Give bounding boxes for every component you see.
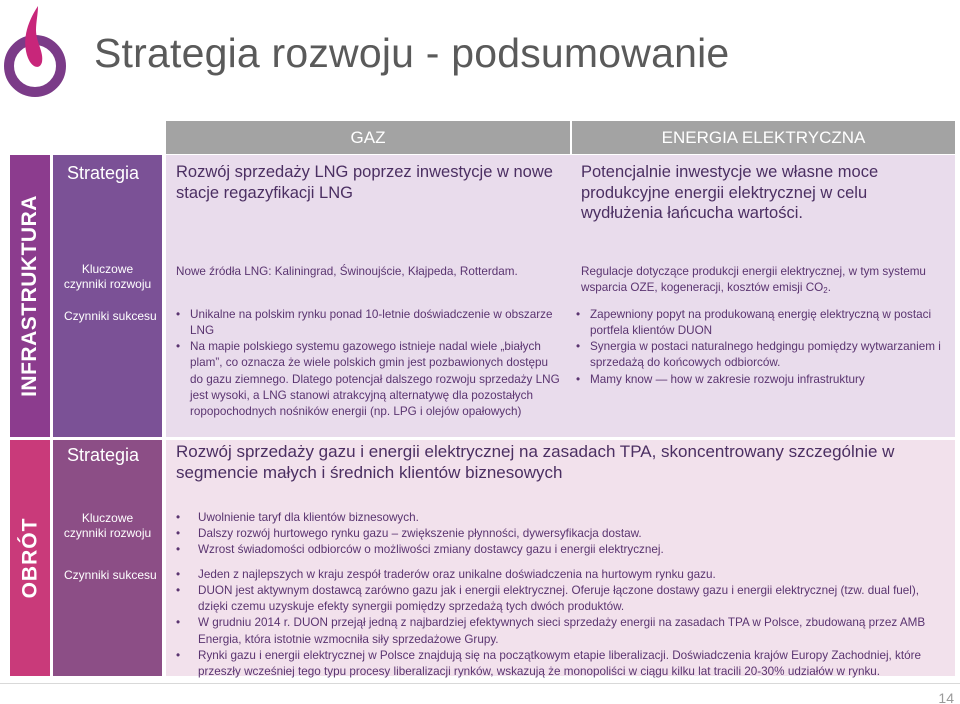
footer-divider (0, 683, 960, 684)
energia-strategia-text: Potencjalnie inwestycje we własne moce produkcyjne energii elektrycznej w celu wydłużenia łańcucha wartości. (581, 163, 879, 223)
row-label-strategia: Strategia (53, 155, 162, 250)
row-label-sukcesu: Czynniki sukcesu (53, 560, 162, 676)
column-header-gaz: GAZ (166, 121, 570, 154)
energia-kluczowe-end: . (827, 281, 831, 295)
section-label-obrot (10, 440, 50, 676)
row-label-strategia: Strategia (53, 440, 162, 497)
column-header-energia: ENERGIA ELEKTRYCZNA (572, 121, 955, 154)
page-number: 14 (938, 690, 954, 704)
list-item: • Uwolnienie taryf dla klientów biznesowych. (176, 510, 951, 526)
energia-kluczowe-text (581, 264, 951, 296)
list-item: • Zapewniony popyt na produkowaną energię elektryczną w postaci portfela klientów DUON (576, 307, 946, 339)
list-item: • Rynki gazu i energii elektrycznej w Polsce znajdują się na początkowym etapie liberalizacji. Doświadczenia krajów Europy Zachodniej, które przeszły wcześniej tego typu procesy liberalizacji rynków, wskazują że monopoliści w ciągu kilku lat tracili 20-30% udziałów w rynku. (176, 648, 946, 680)
row-label-line: Kluczowe (81, 511, 134, 525)
gaz-kluczowe-text: Nowe źródła LNG: Kaliningrad, Świnoujście, Kłajpeda, Rotterdam. (176, 265, 518, 278)
list-item: • Wzrost świadomości odbiorców o możliwości zmiany dostawcy gazu i energii elektrycznej. (176, 542, 951, 558)
page-title: Strategia rozwoju - podsumowanie (94, 30, 730, 76)
section-label-text: INFRASTRUKTURA (18, 195, 42, 397)
gaz-strategia-text: Rozwój sprzedaży LNG poprzez inwestycje w nowe stacje regazyfikacji LNG (176, 163, 553, 202)
row-label-line: czynniki rozwoju (63, 277, 152, 291)
section-label-text: OBRÓT (18, 517, 42, 599)
flame-ring-logo (2, 2, 68, 102)
row-label-line: czynniki rozwoju (63, 526, 152, 540)
row-label-sukcesu: Czynniki sukcesu (53, 300, 162, 437)
gaz-sukcesu-list (176, 307, 560, 420)
list-item: • DUON jest aktywnym dostawcą zarówno gazu jak i energii elektrycznej. Oferuje łączone dostawy gazu i energii elektrycznej (tzw. dual fuel), dzięki czemu uzyskuje efekty synergii pomiędzy sprzedażą tych dwóch produktów. (176, 583, 946, 615)
row-label-kluczowe (53, 497, 162, 560)
section-label-infrastruktura (10, 155, 50, 437)
co2-subscript: 2 (823, 286, 828, 296)
list-item: • Synergia w postaci naturalnego hedgingu pomiędzy wytwarzaniem i sprzedażą do końcowych odbiorców. (576, 339, 946, 371)
list-item: • Dalszy rozwój hurtowego rynku gazu – zwiększenie płynności, dywersyfikacja dostaw. (176, 526, 951, 542)
obrot-sukcesu-list (176, 567, 946, 680)
energia-sukcesu-list (576, 307, 946, 388)
row-label-line: Kluczowe (81, 262, 134, 276)
list-item: • W grudniu 2014 r. DUON przejął jedną z najbardziej efektywnych sieci sprzedaży energii na zasadach TPA w Polsce, zbudowaną przez AMB Energia, która istotnie wzmocniła siły sprzedażowe Grupy. (176, 615, 946, 647)
list-item: • Mamy know — how w zakresie rozwoju infrastruktury (576, 372, 946, 388)
list-item: • Jeden z najlepszych w kraju zespół traderów oraz unikalne doświadczenia na hurtowym rynku gazu. (176, 567, 946, 583)
list-item: • Unikalne na polskim rynku ponad 10-letnie doświadczenie w obszarze LNG (176, 307, 560, 339)
obrot-strategia-text: Rozwój sprzedaży gazu i energii elektrycznej na zasadach TPA, skoncentrowany szczególnie w segmencie małych i średnich klientów biznesowych (176, 442, 895, 483)
obrot-kluczowe-list (176, 510, 951, 558)
list-item: • Na mapie polskiego systemu gazowego istnieje nadal wiele „białych plam”, co oznacza że wiele polskich gmin jest pozbawionych dostępu do gazu ziemnego. Dlatego potencjał dalszego rozwoju sprzedaży LNG jest wysoki, a LNG stanowi atrakcyjną alternatywę dla pozostałych ropopochodnych nośników energii (np. LPG i olejów opałowych) (176, 339, 560, 420)
row-label-kluczowe (53, 250, 162, 300)
energia-kluczowe-main: Regulacje dotyczące produkcji energii elektrycznej, w tym systemu wsparcia OZE, kogeneracji, kosztów emisji CO (581, 265, 926, 295)
